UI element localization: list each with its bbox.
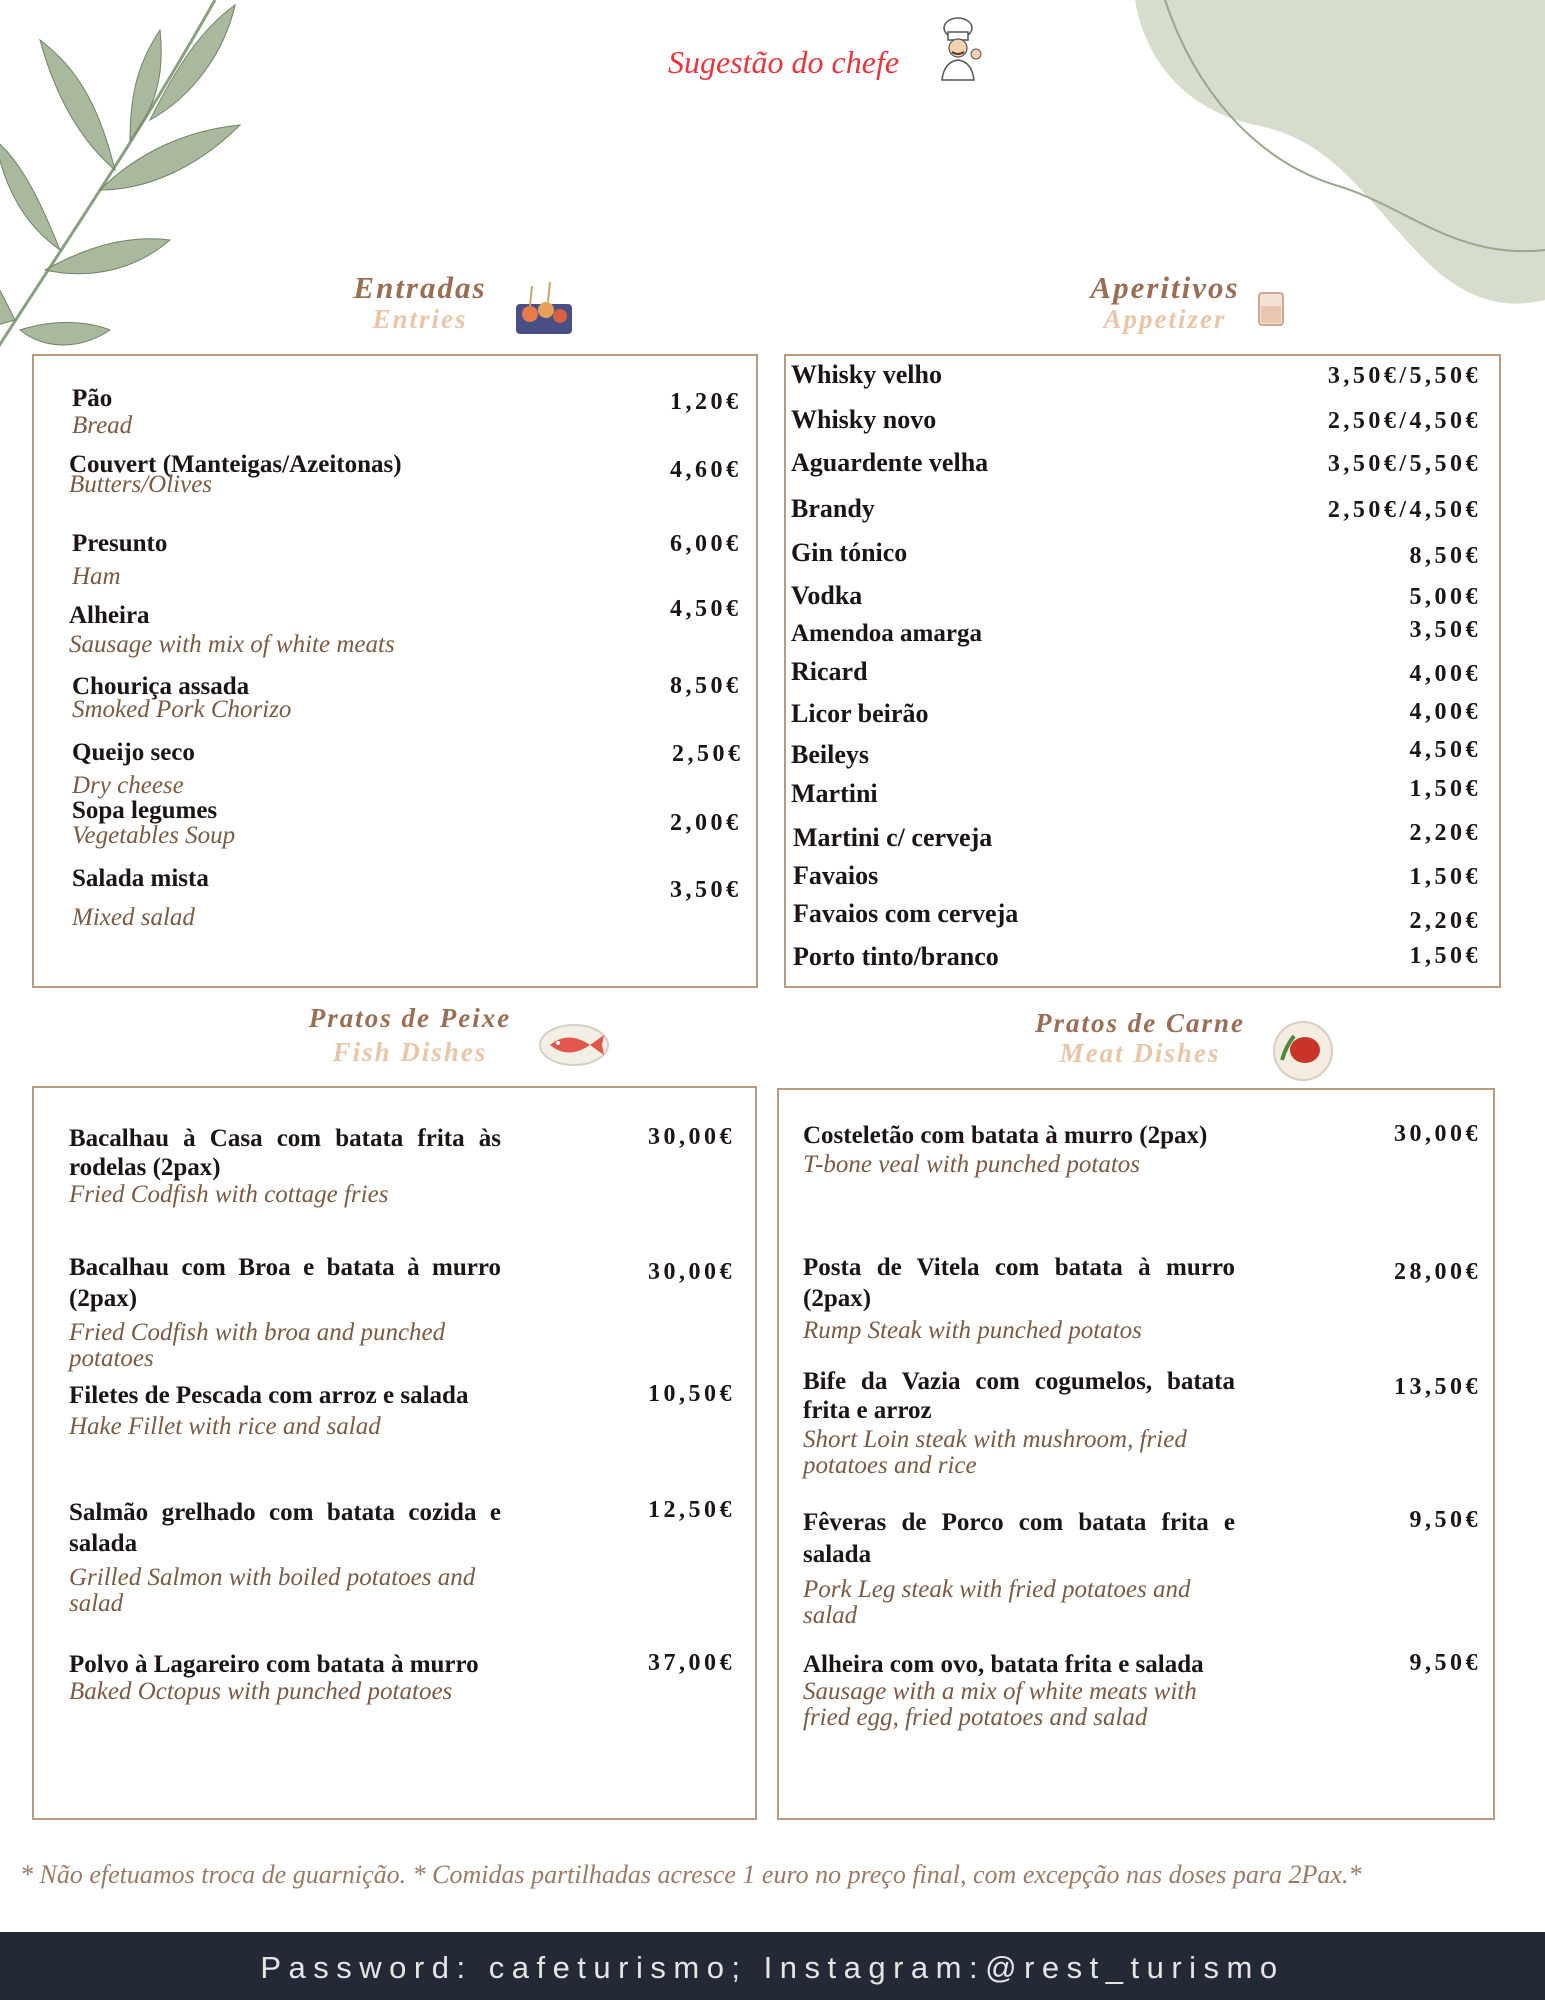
- drink-name: Whisky novo: [791, 405, 937, 434]
- list-item: Alheira Sausage with mix of white meats: [69, 602, 395, 658]
- list-item: Costeletão com batata à murro (2pax) T-bone veal with punched potatos: [803, 1122, 1208, 1178]
- drink-price: 1,50€: [1409, 776, 1481, 802]
- drink-name: Ricard: [791, 657, 868, 686]
- footer-text: Password: cafeturismo; Instagram:@rest_turismo: [260, 1950, 1285, 1985]
- drink-name: Beileys: [791, 740, 869, 769]
- drink-name: Martini c/ cerveja: [793, 823, 993, 852]
- item-price: 2,00€: [670, 810, 742, 836]
- list-item: Presunto Ham: [72, 530, 168, 590]
- item-price: 12,50€: [648, 1497, 735, 1523]
- item-price: 9,50€: [1409, 1507, 1481, 1533]
- drink-price: 2,20€: [1409, 820, 1481, 846]
- list-item: Filetes de Pescada com arroz e salada Hake Fillet with rice and salad: [69, 1382, 469, 1440]
- list-item: Queijo seco Dry cheese: [72, 739, 195, 799]
- drink-price: 5,00€: [1409, 584, 1481, 610]
- list-item: Bacalhau à Casa com batata frita às rodelas (2pax) Fried Codfish with cottage fries: [69, 1125, 501, 1208]
- carne-subtitle: Meat Dishes: [1059, 1038, 1221, 1068]
- carne-title: Pratos de Carne: [1034, 1008, 1245, 1038]
- peixe-title: Pratos de Peixe: [308, 1003, 512, 1033]
- entradas-section-title: [330, 272, 510, 333]
- footnote: * Não efetuamos troca de guarnição. * Comidas partilhadas acresce 1 euro no preço final, com excepção nas doses para 2Pax.*: [20, 1860, 1362, 1889]
- list-item: Bacalhau com Broa e batata à murro (2pax) Fried Codfish with broa and punched potatoes: [69, 1254, 501, 1372]
- entradas-title: Entradas: [353, 270, 487, 305]
- list-item: Salmão grelhado com batata cozida e salada Grilled Salmon with boiled potatoes and salad: [69, 1499, 501, 1617]
- fish-plate-icon: [538, 1022, 610, 1068]
- list-item: Couvert (Manteigas/Azeitonas) Butters/Olives: [69, 451, 402, 498]
- drink-price: 2,50€/4,50€: [1327, 408, 1481, 434]
- list-item: Sopa legumes Vegetables Soup: [72, 797, 236, 849]
- item-price: 10,50€: [648, 1381, 735, 1407]
- drink-name: Favaios: [793, 861, 879, 890]
- item-price: 8,50€: [670, 673, 742, 699]
- drink-price: 3,50€/5,50€: [1327, 363, 1481, 389]
- olive-branch-decoration: [0, 0, 260, 380]
- list-item: Posta de Vitela com batata à murro (2pax) Rump Steak with punched potatos: [803, 1254, 1235, 1344]
- item-price: 1,20€: [670, 389, 742, 415]
- drink-price: 4,50€: [1409, 737, 1481, 763]
- drink-price: 1,50€: [1409, 943, 1481, 969]
- chef-icon: [930, 16, 986, 82]
- drink-price: 1,50€: [1409, 864, 1481, 890]
- item-price: 4,60€: [670, 457, 742, 483]
- item-price: 2,50€: [672, 741, 744, 767]
- meat-plate-icon: [1272, 1020, 1334, 1082]
- footer-bar: [0, 1932, 1545, 2000]
- list-item: Chouriça assada Smoked Pork Chorizo: [72, 673, 292, 723]
- drink-price: 3,50€/5,50€: [1327, 451, 1481, 477]
- list-item: Salada mista Mixed salad: [72, 865, 209, 931]
- drink-name: Gin tónico: [791, 538, 908, 567]
- peixe-subtitle: Fish Dishes: [332, 1037, 488, 1067]
- entradas-subtitle: Entries: [372, 304, 468, 334]
- list-item: Polvo à Lagareiro com batata à murro Baked Octopus with punched potatoes: [69, 1651, 479, 1705]
- item-price: 30,00€: [648, 1259, 735, 1285]
- drink-name: Vodka: [791, 581, 863, 610]
- list-item: Bife da Vazia com cogumelos, batata frita e arroz Short Loin steak with mushroom, fried potatoes and rice: [803, 1368, 1235, 1479]
- drink-price: 2,50€/4,50€: [1327, 497, 1481, 523]
- aperitivos-section-title: [1075, 272, 1255, 333]
- drink-name: Martini: [791, 779, 878, 808]
- item-price: 30,00€: [1394, 1121, 1481, 1147]
- item-price: 6,00€: [670, 531, 742, 557]
- aperitivos-subtitle: Appetizer: [1103, 304, 1227, 334]
- drink-price: 8,50€: [1409, 543, 1481, 569]
- tapas-icon: [512, 278, 578, 338]
- item-price: 9,50€: [1409, 1650, 1481, 1676]
- carne-section-title: [1010, 1010, 1270, 1067]
- item-price: 28,00€: [1394, 1259, 1481, 1285]
- item-price: 3,50€: [670, 877, 742, 903]
- drink-price: 4,00€: [1409, 699, 1481, 725]
- list-item: Alheira com ovo, batata frita e salada Sausage with a mix of white meats with fried egg, fried potatoes and salad: [803, 1651, 1204, 1731]
- item-price: 4,50€: [670, 596, 742, 622]
- item-price: 37,00€: [648, 1650, 735, 1676]
- drink-name: Whisky velho: [791, 360, 942, 389]
- item-price: 30,00€: [648, 1124, 735, 1150]
- glass-icon: [1256, 290, 1286, 328]
- drink-name: Favaios com cerveja: [793, 899, 1019, 928]
- drink-name: Licor beirão: [791, 699, 929, 728]
- item-price: 13,50€: [1394, 1374, 1481, 1400]
- peixe-section-title: [280, 1005, 540, 1066]
- drink-name: Amendoa amarga: [791, 620, 982, 647]
- drink-name: Brandy: [791, 494, 875, 523]
- drink-price: 2,20€: [1409, 908, 1481, 934]
- list-item: Fêveras de Porco com batata frita e salada Pork Leg steak with fried potatoes and salad: [803, 1509, 1235, 1629]
- drink-name: Aguardente velha: [791, 448, 989, 477]
- drink-price: 3,50€: [1409, 617, 1481, 643]
- list-item: Pão Bread: [72, 385, 133, 439]
- drink-name: Porto tinto/branco: [793, 942, 999, 971]
- drink-price: 4,00€: [1409, 661, 1481, 687]
- chef-suggestion-title: Sugestão do chefe: [668, 44, 900, 80]
- aperitivos-title: Aperitivos: [1090, 270, 1240, 305]
